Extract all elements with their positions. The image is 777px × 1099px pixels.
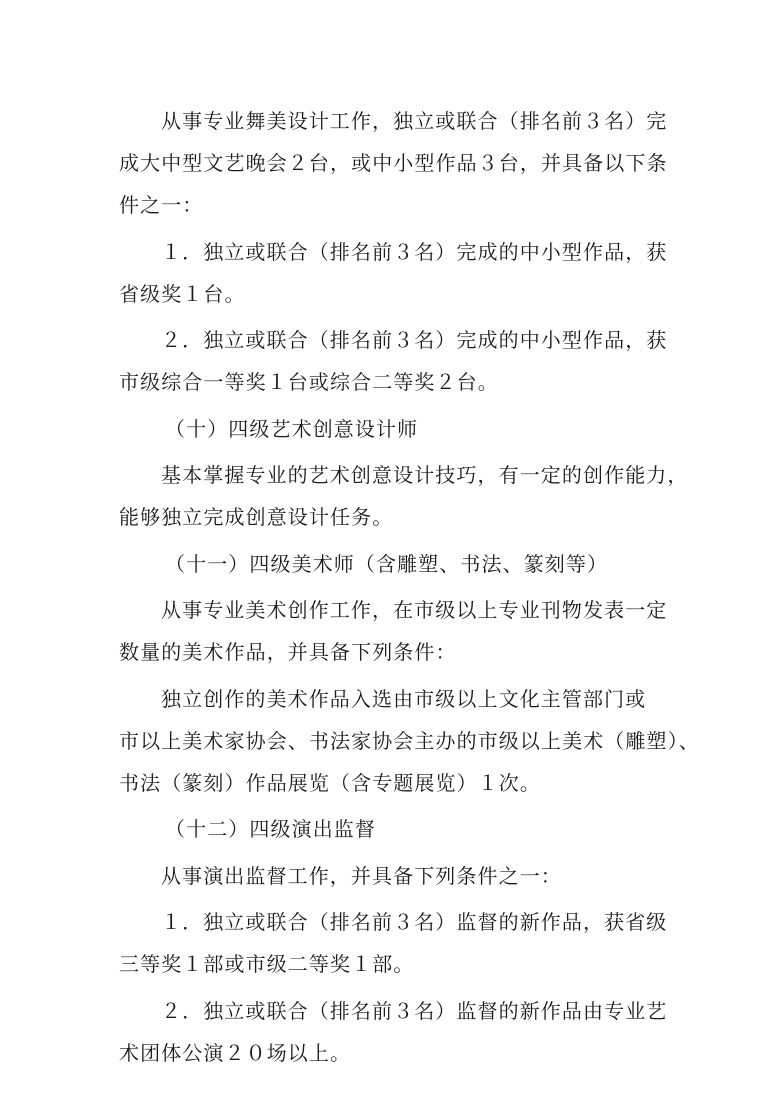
paragraph-line: 独立创作的美术作品入选由市级以上文化主管部门或 — [161, 686, 647, 711]
section-heading: （十二）四级演出监督 — [165, 817, 376, 841]
list-item-line: 省级奖１台。 — [119, 281, 246, 306]
paragraph-line: 基本掌握专业的艺术创意设计技巧，有一定的创作能力， — [161, 463, 689, 487]
paragraph-line: 市以上美术家协会、书法家协会主办的市级以上美术（雕塑）、 — [119, 728, 700, 753]
list-item-line: 术团体公演２０场以上。 — [119, 1040, 352, 1065]
list-item-line: １．独立或联合（排名前３名）完成的中小型作品，获 — [161, 239, 668, 264]
paragraph-line: 从事演出监督工作，并具备下列条件之一： — [161, 863, 562, 888]
paragraph-line: 从事专业舞美设计工作，独立或联合（排名前３名）完 — [161, 109, 668, 133]
section-heading: （十一）四级美术师（含雕塑、书法、篆刻等） — [165, 551, 609, 576]
paragraph-line: 件之一： — [119, 193, 204, 217]
list-item-line: 三等奖１部或市级二等奖１部。 — [119, 952, 415, 976]
list-item-line: ２．独立或联合（排名前３名）监督的新作品由专业艺 — [161, 998, 668, 1023]
paragraph-line: 数量的美术作品，并具备下列条件： — [119, 640, 457, 664]
list-item-line: ２．独立或联合（排名前３名）完成的中小型作品，获 — [161, 328, 668, 352]
document-body — [119, 100, 700, 1074]
list-item-line: １．独立或联合（排名前３名）监督的新作品，获省级 — [161, 910, 668, 934]
paragraph-line: 书法（篆刻）作品展览（含专题展览）１次。 — [119, 770, 541, 795]
list-item-line: 市级综合一等奖１台或综合二等奖２台。 — [119, 370, 499, 394]
paragraph-line: 能够独立完成创意设计任务。 — [119, 505, 394, 529]
section-heading: （十）四级艺术创意设计师 — [165, 416, 419, 441]
paragraph-line: 成大中型文艺晚会２台，或中小型作品３台，并具备以下条 — [119, 151, 668, 175]
paragraph-line: 从事专业美术创作工作，在市级以上专业刊物发表一定 — [161, 598, 668, 622]
